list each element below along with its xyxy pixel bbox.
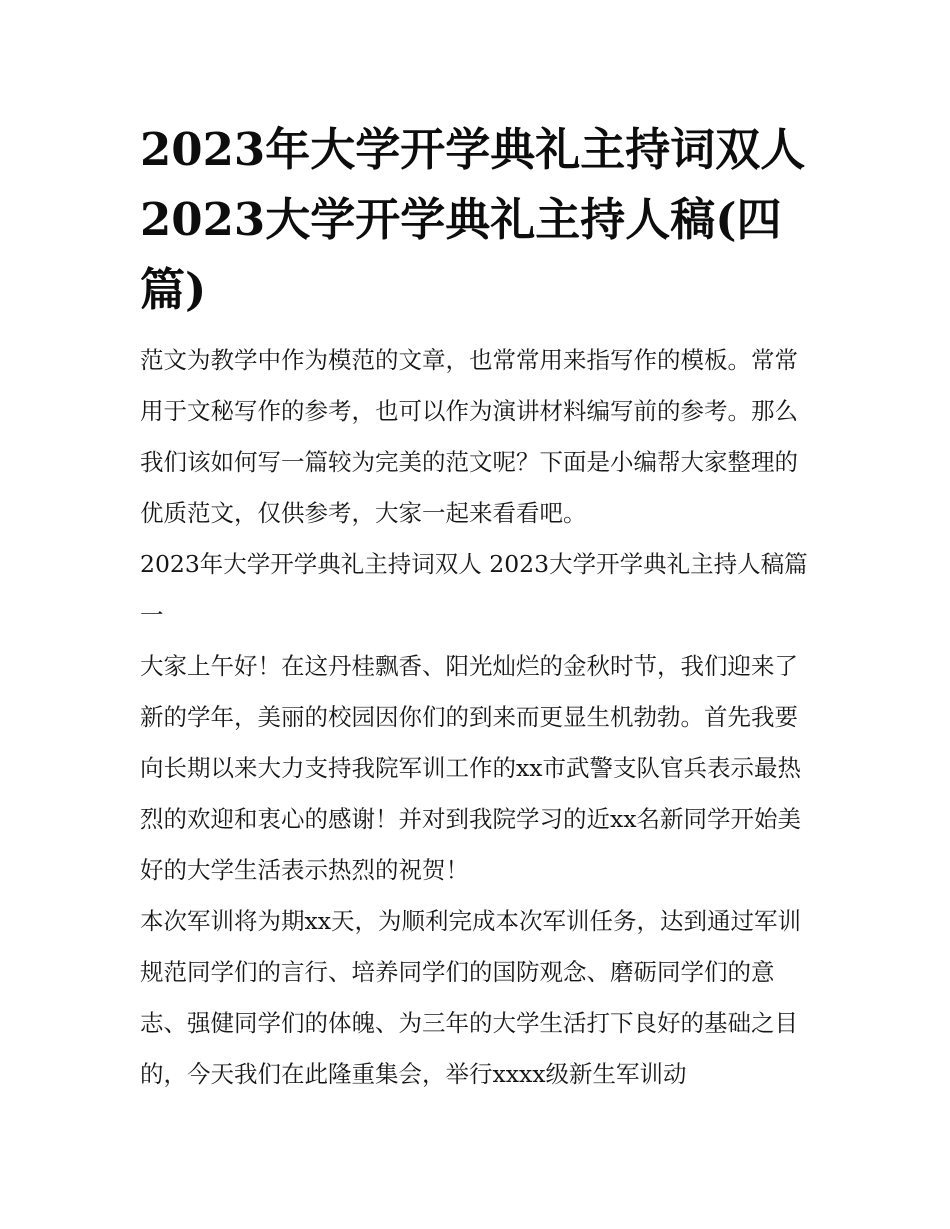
body-paragraph-training: 本次军训将为期xx天，为顺利完成本次军训任务，达到通过军训规范同学们的言行、培养同学们的国防观念、磨砺同学们的意志、强健同学们的体魄、为三年的大学生活打下良好的基础之目的，今天我们在此隆重集会，举行xxxx级新生军训动 [140, 907, 802, 1088]
intro-paragraph: 范文为教学中作为模范的文章，也常常用来指写作的模板。常常用于文秘写作的参考，也可以作为演讲材料编写前的参考。那么我们该如何写一篇较为完美的范文呢？下面是小编帮大家整理的优质范文，仅供参考，大家一起来看看吧。 [140, 346, 798, 527]
document-page [140, 115, 820, 1100]
body-paragraph-greeting: 大家上午好！在这丹桂飘香、阳光灿烂的金秋时节，我们迎来了新的学年，美丽的校园因你们的到来而更显生机勃勃。首先我要向长期以来大力支持我院军训工作的xx市武警支队官兵表示最热烈的欢迎和衷心的感谢！并对到我院学习的近xx名新同学开始美好的大学生活表示热烈的祝贺！ [140, 652, 802, 884]
section-heading: 2023年大学开学典礼主持词双人 2023大学开学典礼主持人稿篇一 [140, 550, 808, 629]
document-title: 2023年大学开学典礼主持词双人 2023大学开学典礼主持人稿(四篇) [140, 123, 806, 316]
